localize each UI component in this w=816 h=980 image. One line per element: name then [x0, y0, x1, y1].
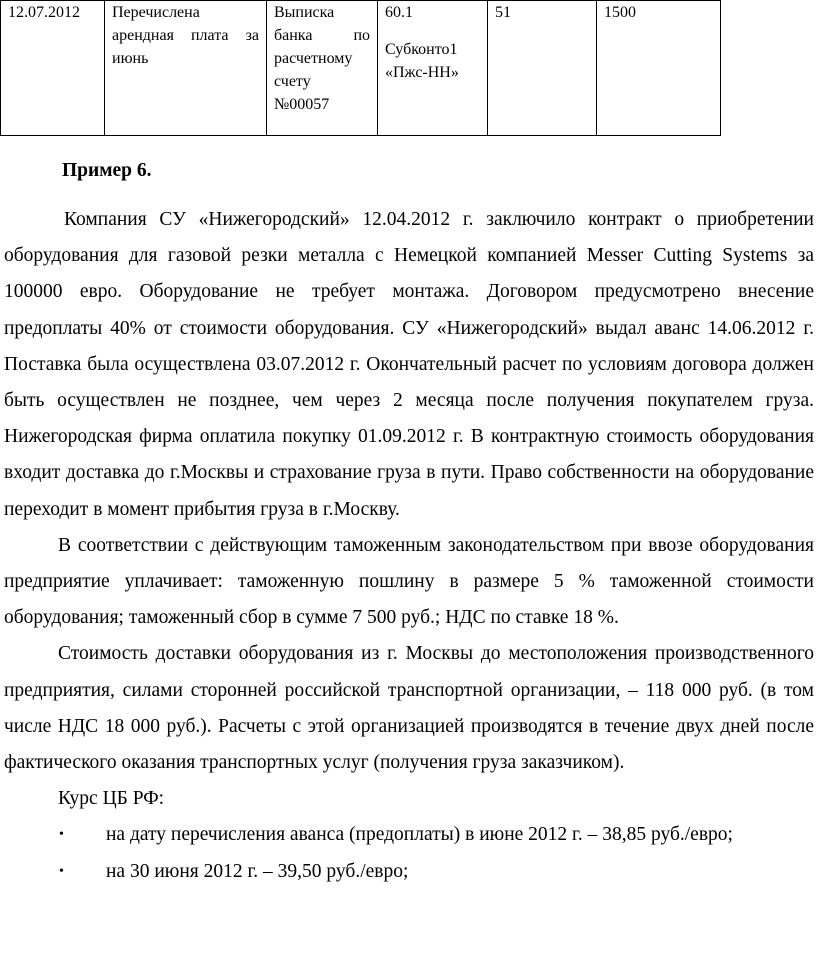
list-item [4, 817, 814, 853]
list-item [4, 854, 814, 890]
rates-list [4, 817, 814, 889]
credit-account: 51 [495, 4, 511, 21]
credit-cell [488, 1, 597, 136]
date-cell [1, 1, 105, 136]
example-body [4, 202, 814, 890]
debit-cell [378, 1, 488, 136]
document-line: Выписка [274, 4, 335, 21]
table-row [1, 1, 721, 136]
document-line: банка по [274, 27, 370, 44]
document-line: расчетному [274, 50, 353, 67]
amount-cell [597, 1, 721, 136]
debit-account: 60.1 [385, 4, 413, 21]
example-paragraph: В соответствии с действующим таможенным законодательством при ввозе оборудования предприятие уплачивает: таможенную пошлину в размере 5 % таможенной стоимости оборудования; таможенный сбор в сумме 7 500 руб.; НДС по ставке 18 %. [4, 534, 814, 629]
rate-text: на 30 июня 2012 г. – 39,50 руб./евро; [106, 860, 409, 882]
example-title: Пример 6. [62, 160, 152, 181]
document-cell [267, 1, 378, 136]
description-line: июнь [112, 50, 149, 67]
debit-subconto-line: Субконто1 [385, 41, 458, 58]
description-cell [105, 1, 267, 136]
bullet-icon: • [59, 863, 64, 879]
example-paragraph: Компания СУ «Нижегородский» 12.04.2012 г. заключило контракт о приобретении оборудования для газовой резки металла с Немецкой компанией Messer Cutting Systems за 100000 евро. Оборудование не требует монтажа. Договором предусмотрено внесение предоплаты 40% от стоимости оборудования. СУ «Нижегородский» выдал аванс 14.06.2012 г. Поставка была осуществлена 03.07.2012 г. Окончательный расчет по условиям договора должен быть осуществлен не позднее, чем через 2 месяца после получения покупателем груза. Нижегородская фирма оплатила покупку 01.09.2012 г. В контрактную стоимость оборудования входит доставка до г.Москвы и страхование груза в пути. Право собственности на оборудование переходит в момент прибытия груза в г.Москву. [4, 209, 814, 520]
debit-subconto-line: «Пжс-НН» [385, 64, 459, 81]
rates-label: Курс ЦБ РФ: [58, 788, 165, 810]
description-line: арендная плата за [112, 27, 259, 44]
date-value: 12.07.2012 [8, 4, 80, 21]
cell-spacer [385, 24, 480, 38]
description-line: Перечислена [112, 4, 200, 21]
example-paragraph: Стоимость доставки оборудования из г. Москвы до местоположения производственного предприятия, силами сторонней российской транспортной организации, – 118 000 руб. (в том числе НДС 18 000 руб.). Расчеты с этой организацией производятся в течение двух дней после фактического оказания транспортных услуг (получения груза заказчиком). [4, 643, 814, 774]
amount-value: 1500 [604, 4, 636, 21]
bullet-icon: • [59, 827, 64, 843]
rate-text: на дату перечисления аванса (предоплаты) в июне 2012 г. – 38,85 руб./евро; [106, 824, 733, 846]
posting-table [0, 0, 721, 136]
document-line: счету [274, 73, 311, 90]
document-line: №00057 [274, 96, 330, 113]
